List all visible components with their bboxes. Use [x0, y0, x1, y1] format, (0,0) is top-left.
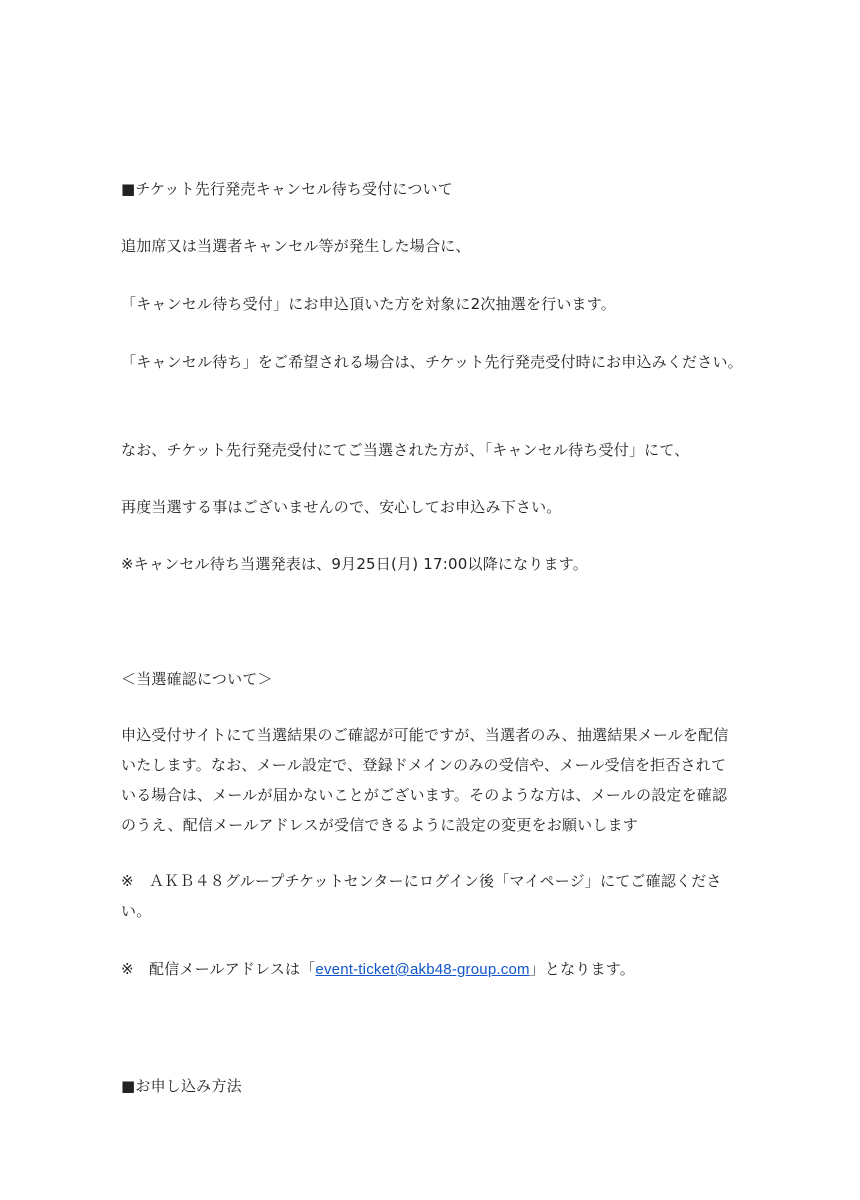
cancel-waitlist-heading: ■チケット先行発売キャンセル待ち受付について	[121, 180, 453, 198]
cancel-waitlist-line-5: 再度当選する事はございませんので、安心してお申込み下さい。	[121, 498, 562, 516]
winning-confirmation-paragraph: 申込受付サイトにて当選結果のご確認が可能ですが、当選者のみ、抽選結果メールを配信いたします。なお、メール設定で、登録ドメインのみの受信や、メール受信を拒否されている場合は、メールが届かないことがございます。そのような方は、メールの設定を確認のうえ、配信メールアドレスが受信できるように設定の変更をお願いします	[121, 726, 729, 834]
cancel-waitlist-line-4: なお、チケット先行発売受付にてご当選された方が、「キャンセル待ち受付」にて、	[121, 441, 690, 459]
winning-confirmation-heading: ＜当選確認について＞	[121, 670, 273, 688]
email-note-suffix: 」となります。	[529, 960, 635, 978]
email-link[interactable]: event-ticket@akb48-group.com	[315, 961, 530, 978]
email-note-prefix: ※ 配信メールアドレスは「	[121, 960, 316, 978]
cancel-waitlist-line-2: 「キャンセル待ち受付」にお申込頂いた方を対象に2次抽選を行います。	[121, 295, 616, 313]
cancel-waitlist-line-3: 「キャンセル待ち」をご希望される場合は、チケット先行発売受付時にお申込みください。	[121, 353, 743, 371]
cancel-waitlist-announcement: ※キャンセル待ち当選発表は、9月25日(月) 17:00以降になります。	[121, 555, 588, 573]
mypage-note: ※ ＡＫＢ４８グループチケットセンターにログイン後「マイページ」にてご確認ください。	[121, 872, 722, 920]
email-address-note	[121, 958, 635, 981]
application-method-heading: ■お申し込み方法	[121, 1077, 242, 1095]
cancel-waitlist-line-1: 追加席又は当選者キャンセル等が発生した場合に、	[121, 237, 471, 255]
